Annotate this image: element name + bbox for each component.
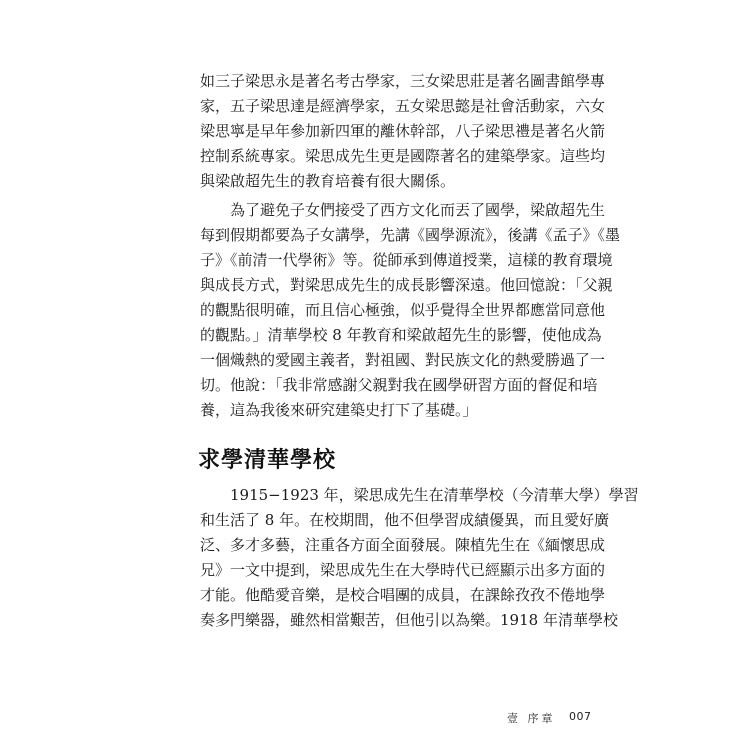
body-text-line: 梁思寧是早年參加新四軍的離休幹部，八子梁思禮是著名火箭 [200,122,606,140]
page-number: 007 [569,710,592,723]
body-text-line: 1915−1923 年，梁思成先生在清華學校（今清華大學）學習 [200,486,639,504]
body-text-line: 控制系統專家。梁思成先生更是國際著名的建築學家。這些均 [200,147,606,165]
body-text-line: 泛、多才多藝，注重各方面全面發展。陳植先生在《緬懷思成 [200,536,606,554]
body-text-line: 的觀點很明確，而且信心極強，似乎覺得全世界都應當同意他 [200,301,606,319]
body-text-line: 家，五子梁思達是經濟學家，五女梁思懿是社會活動家，六女 [200,97,606,115]
body-text-line: 每到假期都要為子女講學，先講《國學源流》，後講《孟子》《墨 [200,226,621,244]
body-text-line: 與成長方式，對梁思成先生的成長影響深遠。他回憶說：「父親 [200,276,613,294]
body-text-line: 兄》一文中提到，梁思成先生在大學時代已經顯示出多方面的 [200,561,606,579]
body-text-line: 與梁啟超先生的教育培養有很大關係。 [200,172,456,190]
body-text-line: 才能。他酷愛音樂，是校合唱團的成員，在課餘孜孜不倦地學 [200,586,606,604]
body-text-line: 奏多門樂器，雖然相當艱苦，但他引以為樂。1918 年清華學校 [200,611,618,629]
footer-chapter-label: 壹 序章 [507,712,556,725]
body-text-line: 如三子梁思永是著名考古學家，三女梁思莊是著名圖書館學專 [200,72,606,90]
body-text-line: 切。他說：「我非常感謝父親對我在國學研習方面的督促和培 [200,376,598,394]
body-text-line: 一個熾熱的愛國主義者，對祖國、對民族文化的熱愛勝過了一 [200,351,606,369]
body-text-line: 子》《前清一代學術》等。從師承到傳道授業，這樣的教育環境 [200,251,613,269]
body-text-line: 和生活了 8 年。在校期間，他不但學習成績優異，而且愛好廣 [200,511,610,529]
section-heading: 求學清華學校 [198,448,337,473]
body-text-line: 養，這為我後來研究建築史打下了基礎。」 [200,401,478,419]
body-text-line: 為了避免子女們接受了西方文化而丟了國學，梁啟超先生 [200,201,606,219]
body-text-line: 的觀點。」清華學校 8 年教育和梁啟超先生的影響，使他成為 [200,326,602,344]
